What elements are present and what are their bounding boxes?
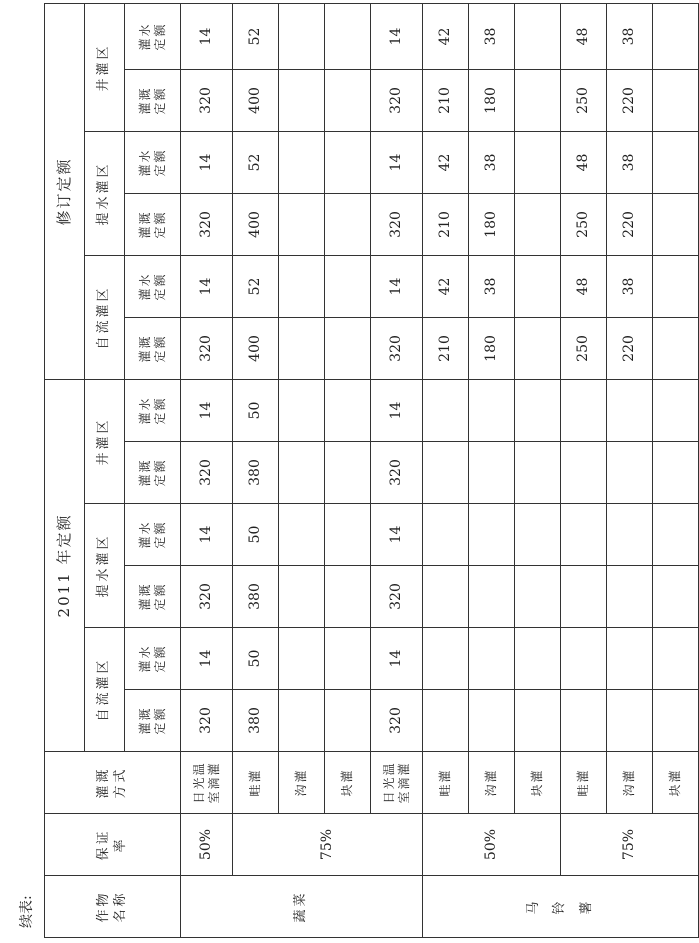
irrigation-quota-value: 180 xyxy=(469,317,515,379)
water-quota-value: 14 xyxy=(371,131,423,193)
guarantee-rate-cell: 75% xyxy=(233,814,423,876)
irrigation-quota-value: 320 xyxy=(181,442,233,504)
irrigation-quota-value: 380 xyxy=(233,442,279,504)
irrigation-quota-value: 320 xyxy=(371,317,423,379)
water-quota-value xyxy=(325,628,371,690)
irrigation-quota-value xyxy=(653,317,699,379)
header-2011-zone-well: 井灌区 xyxy=(85,379,125,503)
water-quota-value: 48 xyxy=(561,131,607,193)
irrigation-quota-value xyxy=(515,566,561,628)
irrigation-quota-value xyxy=(325,566,371,628)
quota-table xyxy=(44,3,699,938)
header-revised-group: 修订定额 xyxy=(45,3,85,379)
water-quota-value xyxy=(515,131,561,193)
header-2011-zone-pump: 提水灌区 xyxy=(85,504,125,628)
header-water-quota: 灌水 定额 xyxy=(125,3,181,69)
irrigation-mode-cell: 畦灌 xyxy=(561,752,607,814)
water-quota-value xyxy=(653,255,699,317)
water-quota-value: 14 xyxy=(371,3,423,69)
irrigation-quota-value: 320 xyxy=(371,566,423,628)
irrigation-quota-value xyxy=(607,690,653,752)
irrigation-quota-value xyxy=(325,317,371,379)
table-row xyxy=(607,3,653,937)
water-quota-value xyxy=(561,379,607,441)
table-row xyxy=(181,3,233,937)
table-row xyxy=(233,3,279,937)
irrigation-quota-value xyxy=(515,690,561,752)
irrigation-quota-value xyxy=(561,442,607,504)
irrigation-quota-value xyxy=(469,442,515,504)
table-row xyxy=(325,3,371,937)
water-quota-value: 38 xyxy=(469,3,515,69)
water-quota-value: 38 xyxy=(469,131,515,193)
header-irrigation-quota: 灌溉 定额 xyxy=(125,317,181,379)
irrigation-quota-value: 320 xyxy=(181,317,233,379)
header-revised-zone-gravity: 自流灌区 xyxy=(85,255,125,379)
irrigation-quota-value: 320 xyxy=(371,193,423,255)
table-row xyxy=(279,3,325,937)
water-quota-value xyxy=(325,3,371,69)
irrigation-quota-value: 220 xyxy=(607,317,653,379)
irrigation-quota-value xyxy=(469,566,515,628)
table-caption: 续表: xyxy=(19,895,35,928)
water-quota-value: 50 xyxy=(233,628,279,690)
irrigation-mode-cell: 沟灌 xyxy=(469,752,515,814)
water-quota-value: 14 xyxy=(371,504,423,566)
table-row xyxy=(515,3,561,937)
water-quota-value: 14 xyxy=(181,3,233,69)
irrigation-quota-value xyxy=(279,317,325,379)
water-quota-value: 52 xyxy=(233,255,279,317)
irrigation-quota-value: 220 xyxy=(607,69,653,131)
water-quota-value: 14 xyxy=(371,379,423,441)
irrigation-quota-value: 320 xyxy=(371,442,423,504)
irrigation-quota-value: 220 xyxy=(607,193,653,255)
irrigation-quota-value: 210 xyxy=(423,193,469,255)
guarantee-rate-cell: 50% xyxy=(423,814,561,876)
header-irrigation-quota: 灌溉 定额 xyxy=(125,193,181,255)
water-quota-value xyxy=(423,504,469,566)
header-2011-zone-gravity: 自流灌区 xyxy=(85,628,125,752)
irrigation-quota-value xyxy=(561,690,607,752)
irrigation-mode-cell: 块灌 xyxy=(325,752,371,814)
rotated-table-container xyxy=(44,4,682,938)
water-quota-value xyxy=(607,628,653,690)
irrigation-quota-value xyxy=(515,69,561,131)
header-row-1 xyxy=(45,3,85,937)
table-body xyxy=(45,3,699,937)
table-row xyxy=(371,3,423,937)
irrigation-quota-value xyxy=(325,690,371,752)
water-quota-value xyxy=(607,379,653,441)
water-quota-value: 52 xyxy=(233,131,279,193)
irrigation-quota-value: 320 xyxy=(371,690,423,752)
irrigation-quota-value: 400 xyxy=(233,193,279,255)
irrigation-mode-cell: 块灌 xyxy=(653,752,699,814)
header-water-quota: 灌水 定额 xyxy=(125,255,181,317)
water-quota-value xyxy=(515,504,561,566)
water-quota-value xyxy=(279,131,325,193)
table-row xyxy=(423,3,469,937)
water-quota-value: 14 xyxy=(181,379,233,441)
water-quota-value xyxy=(325,131,371,193)
irrigation-quota-value xyxy=(653,690,699,752)
header-water-quota: 灌水 定额 xyxy=(125,628,181,690)
irrigation-quota-value xyxy=(423,690,469,752)
irrigation-quota-value: 250 xyxy=(561,69,607,131)
guarantee-rate-cell: 50% xyxy=(181,814,233,876)
irrigation-quota-value xyxy=(607,442,653,504)
water-quota-value: 14 xyxy=(181,504,233,566)
water-quota-value: 42 xyxy=(423,3,469,69)
irrigation-quota-value: 210 xyxy=(423,69,469,131)
water-quota-value xyxy=(607,504,653,566)
irrigation-quota-value xyxy=(279,690,325,752)
irrigation-quota-value xyxy=(279,193,325,255)
water-quota-value: 14 xyxy=(371,628,423,690)
water-quota-value xyxy=(515,255,561,317)
crop-cell: 马 铃 薯 xyxy=(423,876,699,938)
water-quota-value: 14 xyxy=(181,131,233,193)
irrigation-quota-value: 400 xyxy=(233,317,279,379)
irrigation-quota-value: 320 xyxy=(181,566,233,628)
water-quota-value xyxy=(561,504,607,566)
irrigation-quota-value: 320 xyxy=(371,69,423,131)
irrigation-mode-cell: 块灌 xyxy=(515,752,561,814)
header-water-quota: 灌水 定额 xyxy=(125,379,181,441)
irrigation-quota-value: 180 xyxy=(469,193,515,255)
irrigation-mode-cell: 畦灌 xyxy=(423,752,469,814)
header-2011-group: 2011 年定额 xyxy=(45,379,85,751)
water-quota-value xyxy=(279,255,325,317)
irrigation-quota-value xyxy=(469,690,515,752)
water-quota-value: 52 xyxy=(233,3,279,69)
irrigation-quota-value xyxy=(653,442,699,504)
irrigation-quota-value xyxy=(423,442,469,504)
irrigation-quota-value: 380 xyxy=(233,566,279,628)
water-quota-value xyxy=(653,504,699,566)
table-row xyxy=(653,3,699,937)
header-irrigation-quota: 灌溉 定额 xyxy=(125,566,181,628)
water-quota-value xyxy=(423,628,469,690)
irrigation-quota-value xyxy=(653,69,699,131)
water-quota-value: 50 xyxy=(233,379,279,441)
irrigation-quota-value: 210 xyxy=(423,317,469,379)
irrigation-quota-value xyxy=(423,566,469,628)
water-quota-value xyxy=(469,379,515,441)
water-quota-value xyxy=(653,131,699,193)
water-quota-value xyxy=(561,628,607,690)
header-revised-zone-pump: 提水灌区 xyxy=(85,131,125,255)
irrigation-quota-value xyxy=(515,317,561,379)
water-quota-value: 38 xyxy=(607,255,653,317)
header-guarantee: 保证 率 xyxy=(45,814,181,876)
irrigation-quota-value xyxy=(279,566,325,628)
water-quota-value xyxy=(653,628,699,690)
header-irrigation-quota: 灌溉 定额 xyxy=(125,442,181,504)
water-quota-value xyxy=(325,504,371,566)
irrigation-mode-cell: 畦灌 xyxy=(233,752,279,814)
water-quota-value xyxy=(325,255,371,317)
header-irrigation-quota: 灌溉 定额 xyxy=(125,690,181,752)
irrigation-quota-value xyxy=(515,442,561,504)
water-quota-value: 38 xyxy=(607,131,653,193)
water-quota-value xyxy=(279,3,325,69)
irrigation-mode-cell: 沟灌 xyxy=(279,752,325,814)
irrigation-quota-value xyxy=(561,566,607,628)
guarantee-rate-cell: 75% xyxy=(561,814,699,876)
header-revised-zone-well: 井灌区 xyxy=(85,3,125,131)
water-quota-value xyxy=(423,379,469,441)
water-quota-value: 48 xyxy=(561,255,607,317)
irrigation-quota-value xyxy=(325,442,371,504)
header-water-quota: 灌水 定额 xyxy=(125,131,181,193)
irrigation-quota-value xyxy=(653,566,699,628)
irrigation-quota-value xyxy=(279,69,325,131)
water-quota-value xyxy=(653,3,699,69)
irrigation-quota-value: 180 xyxy=(469,69,515,131)
water-quota-value xyxy=(469,628,515,690)
water-quota-value: 42 xyxy=(423,131,469,193)
irrigation-quota-value: 380 xyxy=(233,690,279,752)
water-quota-value xyxy=(515,3,561,69)
irrigation-quota-value: 250 xyxy=(561,317,607,379)
water-quota-value: 38 xyxy=(607,3,653,69)
irrigation-quota-value: 250 xyxy=(561,193,607,255)
table-row xyxy=(469,3,515,937)
irrigation-mode-cell: 日光温 室滴灌 xyxy=(181,752,233,814)
water-quota-value xyxy=(515,379,561,441)
irrigation-quota-value: 320 xyxy=(181,69,233,131)
water-quota-value: 14 xyxy=(371,255,423,317)
water-quota-value xyxy=(279,379,325,441)
irrigation-quota-value xyxy=(607,566,653,628)
water-quota-value: 42 xyxy=(423,255,469,317)
irrigation-quota-value: 320 xyxy=(181,193,233,255)
water-quota-value: 14 xyxy=(181,628,233,690)
water-quota-value xyxy=(653,379,699,441)
water-quota-value xyxy=(279,628,325,690)
water-quota-value xyxy=(325,379,371,441)
water-quota-value xyxy=(515,628,561,690)
irrigation-quota-value: 400 xyxy=(233,69,279,131)
irrigation-quota-value xyxy=(279,442,325,504)
water-quota-value xyxy=(279,504,325,566)
irrigation-mode-cell: 沟灌 xyxy=(607,752,653,814)
water-quota-value: 38 xyxy=(469,255,515,317)
header-irrigation-quota: 灌溉 定额 xyxy=(125,69,181,131)
irrigation-quota-value xyxy=(515,193,561,255)
crop-cell: 蔬菜 xyxy=(181,876,423,938)
water-quota-value: 14 xyxy=(181,255,233,317)
water-quota-value xyxy=(469,504,515,566)
water-quota-value: 48 xyxy=(561,3,607,69)
irrigation-quota-value xyxy=(325,193,371,255)
header-mode: 灌溉 方式 xyxy=(45,752,181,814)
table-row xyxy=(561,3,607,937)
irrigation-quota-value xyxy=(325,69,371,131)
water-quota-value: 50 xyxy=(233,504,279,566)
irrigation-quota-value: 320 xyxy=(181,690,233,752)
irrigation-mode-cell: 日光温 室滴灌 xyxy=(371,752,423,814)
header-water-quota: 灌水 定额 xyxy=(125,504,181,566)
irrigation-quota-value xyxy=(653,193,699,255)
header-crop: 作物 名称 xyxy=(45,876,181,938)
